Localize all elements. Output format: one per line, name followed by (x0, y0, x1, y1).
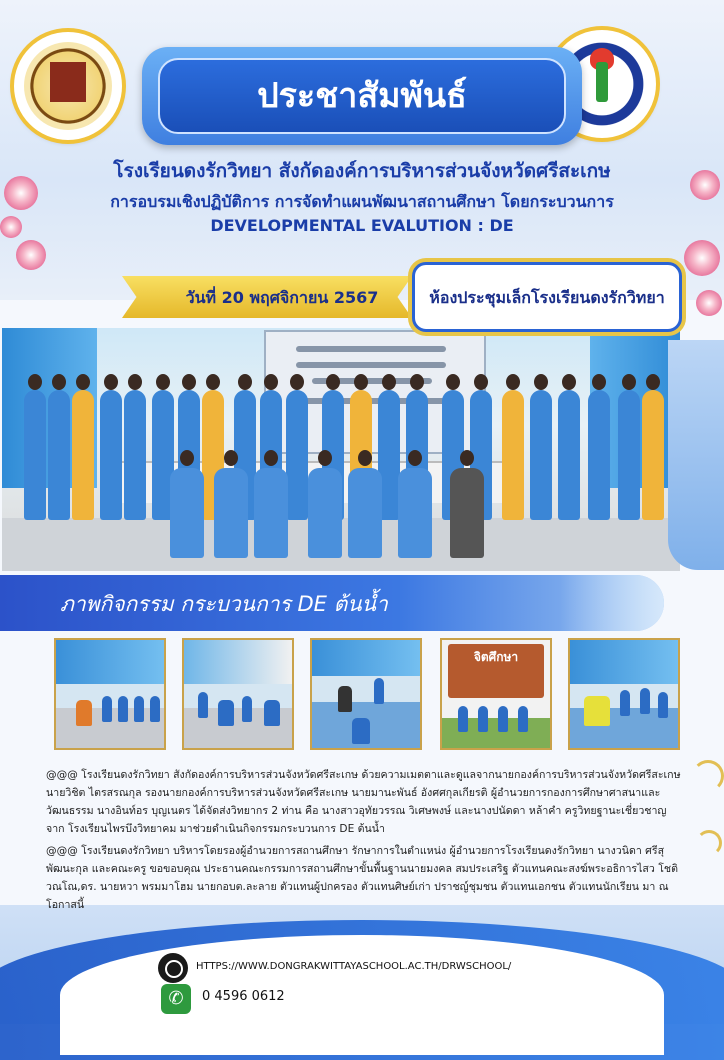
phone-icon: ✆ (161, 984, 191, 1014)
activity-sign-text: จิตศึกษา (473, 650, 519, 664)
student-figure (398, 468, 432, 558)
de-line: DEVELOPMENTAL EVALUTION : DE (210, 216, 514, 235)
person-head (446, 374, 460, 390)
person-figure (24, 390, 46, 520)
person-head (76, 374, 90, 390)
flower-decoration-right (696, 290, 722, 316)
student-head (264, 450, 278, 466)
person-figure (642, 390, 664, 520)
person-figure (286, 390, 308, 520)
student-head (180, 450, 194, 466)
flower-decoration-left (16, 240, 46, 270)
activity-photo-3 (310, 638, 422, 750)
website-link[interactable]: HTTPS://WWW.DONGRAKWITTAYASCHOOL.AC.TH/DRWSCHOOL/ (196, 961, 512, 972)
person-head (506, 374, 520, 390)
footer-panel (60, 935, 664, 1055)
activity-photo-2 (182, 638, 294, 750)
event-room: ห้องประชุมเล็กโรงเรียนดงรักวิทยา (429, 288, 665, 307)
person-head (592, 374, 606, 390)
person-head (28, 374, 42, 390)
person-head (646, 374, 660, 390)
person-head (354, 374, 368, 390)
person-head (182, 374, 196, 390)
student-figure (348, 468, 382, 558)
person-head (326, 374, 340, 390)
event-date: วันที่ 20 พฤศจิกายน 2567 (185, 288, 379, 307)
person-head (156, 374, 170, 390)
person-figure (558, 390, 580, 520)
student-figure (450, 468, 484, 558)
student-head (358, 450, 372, 466)
paragraph-2: @@@ โรงเรียนดงรักวิทยา บริหารโดยรองผู้อำนวยการสถานศึกษา รักษาการในตำแหน่ง ผู้อำนวยการโรงเรียนดงรักวิทยา นางวนิดา ศรีสุพัฒนะกุล และคณะครู ขอขอบคุณ ประธานคณะกรรมการสถานศึกษาขั้นพื้นฐานนายมงคล สมประเสริฐ ตัวแทนคณะสงฆ์พระอธิการไสว โชติวณโณ,ดร. นายหวา พรมมาโฮม นายกอบต.ละลาย ตัวแทนผู้ปกครอง ตัวแทนศิษย์เก่า ปราชญ์ชุมชน ตัวแทนเอกชน ตัวแทนนักเรียน มา ณ โอกาสนี้ (46, 845, 678, 911)
school-name-line: โรงเรียนดงรักวิทยา สังกัดองค์การบริหารส่วนจังหวัดศรีสะเกษ (113, 160, 611, 182)
phone-number: 0 4596 0612 (202, 989, 285, 1004)
flower-decoration-right (684, 240, 720, 276)
student-head (224, 450, 238, 466)
person-head (206, 374, 220, 390)
gold-swirl-decoration (696, 830, 722, 856)
person-head (264, 374, 278, 390)
gold-swirl-decoration (692, 760, 724, 792)
group-photo (2, 328, 680, 571)
person-head (410, 374, 424, 390)
right-accent-panel (668, 340, 724, 570)
training-line: การอบรมเชิงปฏิบัติการ การจัดทำแผนพัฒนาสถานศึกษา โดยกระบวนการ (110, 192, 614, 211)
student-figure (170, 468, 204, 558)
person-head (290, 374, 304, 390)
globe-icon (158, 953, 188, 983)
section-title: ภาพกิจกรรม กระบวนการ DE ต้นน้ำ (60, 592, 388, 616)
person-head (128, 374, 142, 390)
person-head (382, 374, 396, 390)
person-head (562, 374, 576, 390)
person-figure (530, 390, 552, 520)
person-figure (72, 390, 94, 520)
person-head (104, 374, 118, 390)
flower-decoration-left (0, 216, 22, 238)
person-figure (124, 390, 146, 520)
person-figure (588, 390, 610, 520)
person-head (474, 374, 488, 390)
paragraph-1: @@@ โรงเรียนดงรักวิทยา สังกัดองค์การบริหารส่วนจังหวัดศรีสะเกษ ด้วยความเมตตาและดูแลจากนายกองค์การบริหารส่วนจังหวัดศรีสะเกษ นายวิชิต ไตรสรณกุล รองนายกองค์การบริหารส่วนจังหวัดศรีสะเกษ นายมานะพันธ์ อังศศกุลเกียรติ ผู้อำนวยการกองการศึกษาศาสนาและวัฒนธรรม นางอินท์อร บุญเนตร ได้จัดส่งวิทยากร 2 ท่าน คือ นางสาวอุทัยวรรณ วิเศษพงษ์ และนางปนัดดา หล้าคำ ครูวิทยฐานะเชี่ยวชาญ จาก โรงเรียนไพรบึงวิทยาคม มาช่วยดำเนินกิจกรรมกระบวนการ DE ต้นน้ำ (46, 769, 681, 835)
flower-decoration-left (4, 176, 38, 210)
person-head (238, 374, 252, 390)
person-figure (618, 390, 640, 520)
student-figure (254, 468, 288, 558)
activity-photo-1 (54, 638, 166, 750)
provincial-seal-logo (14, 32, 122, 140)
page-title: ประชาสัมพันธ์ (257, 76, 467, 116)
person-figure (502, 390, 524, 520)
student-head (408, 450, 422, 466)
section-header-fade (560, 575, 664, 631)
student-figure (308, 468, 342, 558)
student-head (318, 450, 332, 466)
student-head (460, 450, 474, 466)
activity-photo-5 (568, 638, 680, 750)
person-figure (48, 390, 70, 520)
activity-photo-4 (440, 638, 552, 750)
person-head (534, 374, 548, 390)
person-head (622, 374, 636, 390)
flower-decoration-right (690, 170, 720, 200)
person-figure (100, 390, 122, 520)
student-figure (214, 468, 248, 558)
person-head (52, 374, 66, 390)
